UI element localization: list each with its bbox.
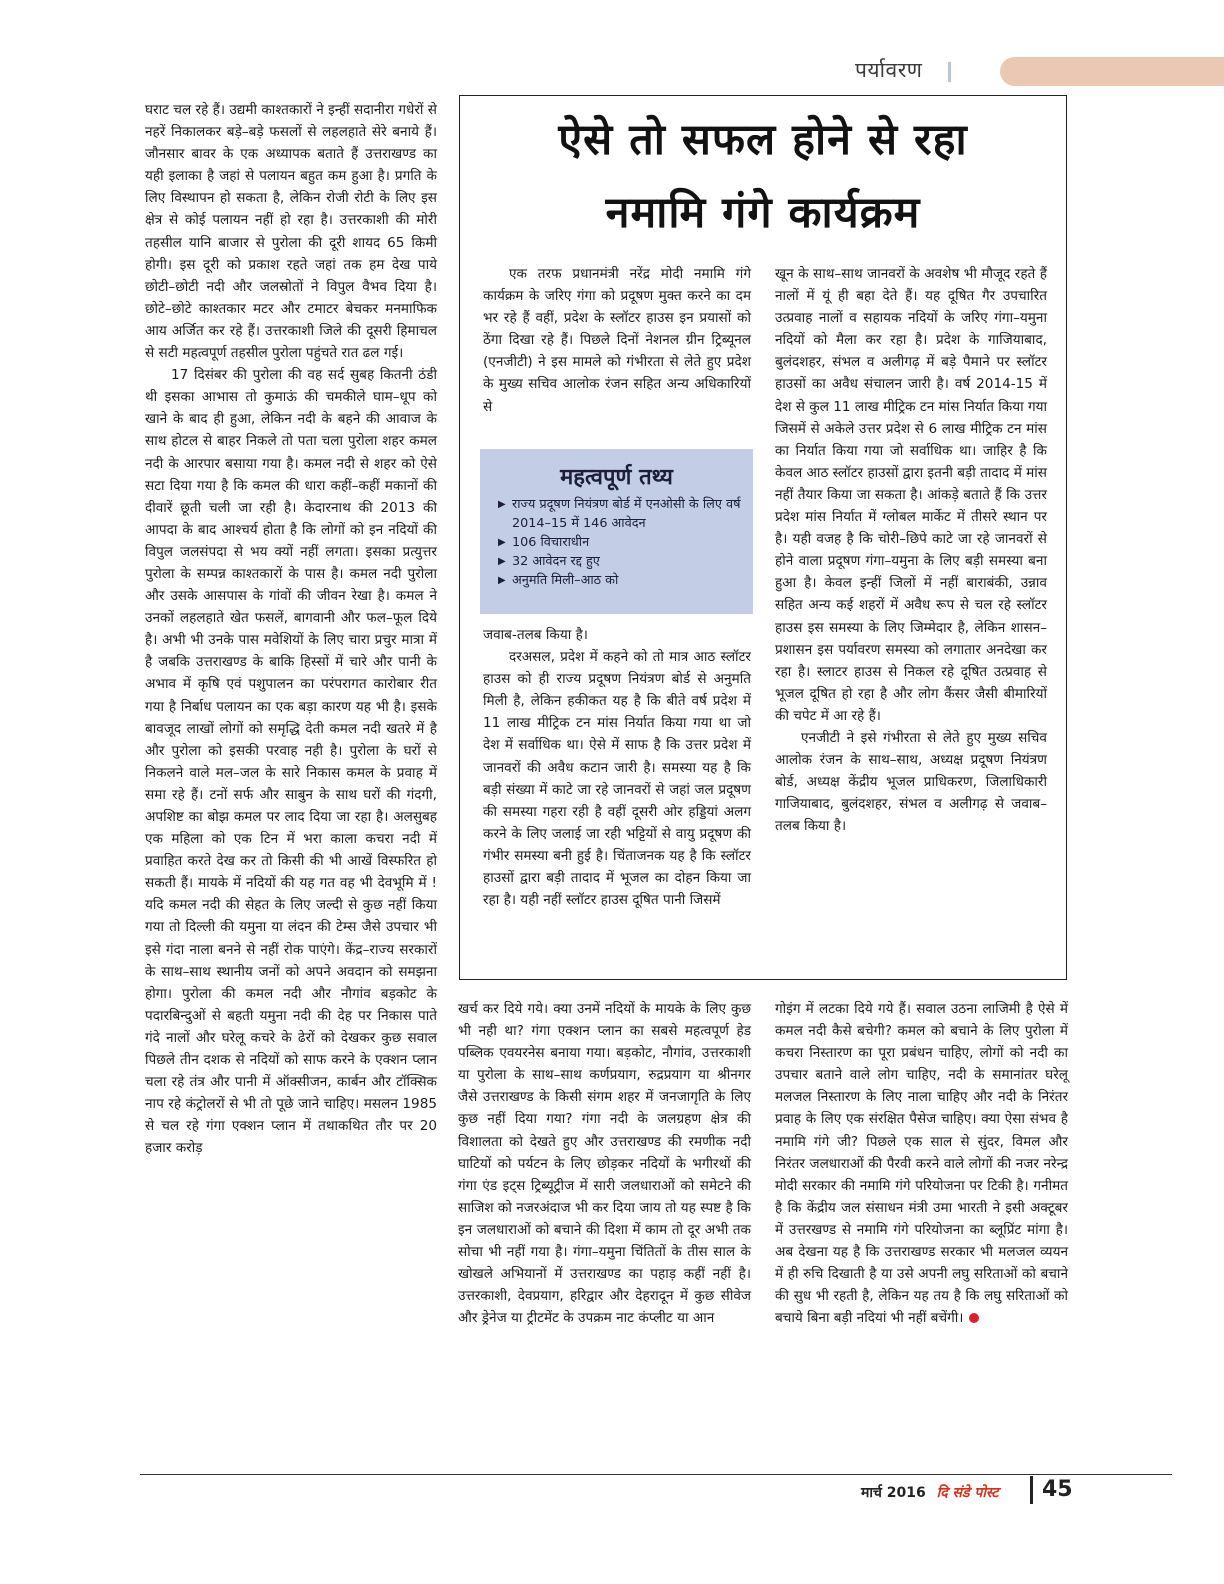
triangle-right-icon: ▶ xyxy=(498,537,506,548)
headline-line-1: ऐसे तो सफल होने से रहा xyxy=(558,115,968,165)
box-column-left-top xyxy=(483,263,751,418)
magazine-logo: दि संडे पोस्ट xyxy=(936,1485,999,1501)
box-column-left-bottom xyxy=(483,624,751,911)
fact-box xyxy=(480,449,753,614)
fact-list xyxy=(480,495,753,590)
headline xyxy=(459,104,1067,250)
paragraph xyxy=(775,998,1068,1329)
footer-rule xyxy=(140,1474,1172,1475)
paragraph: एक तरफ प्रधानमंत्री नरेंद्र मोदी नमामि गंगे कार्यक्रम के जरिए गंगा को प्रदूषण मुक्त करने का दम भर रहे हैं वहीं, प्रदेश के स्लॉटर हाउस इन प्रयासों को ठेंगा दिखा रहे हैं। पिछले दिनों नेशनल ग्रीन ट्रिब्यूनल (एनजीटी) ने इस मामले को गंभीरता से लेते हुए प्रदेश के मुख्य सचिव आलोक रंजन सहित अन्य अधिकारियों से xyxy=(483,266,751,415)
fact-item: ▶ 106 विचाराधीन xyxy=(498,535,590,550)
article-column-4 xyxy=(458,998,751,1329)
box-column-right xyxy=(775,263,1047,837)
paragraph: 17 दिसंबर की पुरोला की वह सर्द सुबह कितनी ठंडी थी इसका आभास तो कुमाऊं की चमकीले घाम–धूप को खाने के बाद ही हुआ, लेकिन नदी के बहने की आवाज के साथ होटल से बाहर निकले तो पता चला पुरोला शहर कमल नदी के आरपार बसाया गया है। कमल नदी से शहर को ऐसे सटा दिया गया है कि कमल की धारा कहीं–कहीं मकानों की दीवारें छूती चली जा रही है। केदारनाथ की 2013 की आपदा के बाद आश्चर्य होता है कि लोगों को इन नदियों की विपुल जलसंपदा से भय क्यों नहीं लगता। इसका प्रत्युत्तर पुरोला के सम्पन्न काश्तकारों के पास है। कमल नदी पुरोला और उसके आसपास के गांवों की जीवन रेखा है। कमल ने उनकों लहलहाते खेत फसलें, बागवानी और फल–फूल दिये है। अभी भी उनके पास मवेशियों के लिए चारा प्रचुर मात्रा में है जबकि उत्तराखण्ड के बाकि हिस्सों में चारे और पानी के अभाव में कृषि एवं पशुपालन का परंपरागत कारोबार रीत गया है निर्बाध पलायन का एक बड़ा कारण यह भी है। इसके बावजूद लाखों लोगों को समृद्धि देती कमल नदी खतरे में है और पुरोला को इसकी परवाह नही है। पुरोला के घरों से निकलने वाले मल–जल के सारे निकास कमल के प्रवाह में समा रहे हैं। टनों सर्फ और साबुन के साथ घरों की गंदगी, अपशिष्ट का बोझ कमल पर लाद दिया जा रहा है। अलसुबह एक महिला को एक टिन में भरा काला कचरा नदी में प्रवाहित करते देख कर तो किसी की भी आखें विस्फरित हो सकती हैं। मायके में नदियों की यह गत वह भी देवभूमि में ! यदि कमल नदी की सेहत के लिए जल्दी से कुछ नहीं किया गया तो दिल्ली की यमुना या लंदन की टेम्स जैसे उपचार भी इसे गंदा नाला बनने से नहीं रोक पाएंगे। केंद्र–राज्य सरकारों के साथ–साथ स्थानीय जनों को अपने अवदान को समझना होगा। पुरोला की कमल नदी और नौगांव बड़कोट के पदारबिन्दुओं से बहती यमुना नदी की देह पर निकास पाते गंदे नालों और घरेलू कचरे के ढेरों को देखकर कुछ सवाल पिछले तीन दशक से नदियों को साफ करने के एक्शन प्लान चला रहे तंत्र और पानी में ऑक्सीजन, कार्बन और टॉक्सिक नाप रहे कंट्रोलरों से भी तो पूछे जाने चाहिए। मसलन 1985 से चल रहे गंगा एक्शन प्लान में तथाकथित तौर पर 20 हजार करोड़ xyxy=(145,367,437,1157)
paragraph: खर्च कर दिये गये। क्या उनमें नदियों के मायके के लिए कुछ भी नही था? गंगा एक्शन प्लान का सबसे महत्वपूर्ण हेड पब्लिक एवयरनेस बनाया गया। बड़कोट, नौगांव, उत्तरकाशी या पुरोला के साथ–साथ कर्णप्रयाग, रुद्रप्रयाग या श्रीनगर जैसे उत्तराखण्ड के किसी संगम शहर में जनजागृति के लिए कुछ नहीं दिया गया? गंगा नदी के जलग्रहण क्षेत्र की विशालता को देखते हुए और उत्तराखण्ड की रमणीक नदी घाटियों को पर्यटन के लिए छोड़कर नदियों के भगीरथों की गंगा एंड इट्स ट्रिब्यूट्रीज में सारी जलधाराओं को समेटने की साजिश को नजरअंदाज भी कर दिया जाय तो यह स्पष्ट है कि इन जलधाराओं को बचाने की दिशा में काम तो दूर अभी तक सोचा भी नहीं गया है। गंगा–यमुना चिंतितों के तीस साल के खोखले अभियानों में उत्तराखण्ड का पहाड़ कहीं नहीं है। उत्तरकाशी, देवप्रयाग, हरिद्वार और देहरादून में कुछ सीवेज और ड्रेनेज या ट्रीटमेंट के उपक्रम नाट कंप्लीट या आन xyxy=(458,1001,751,1327)
paragraph: एनजीटी ने इसे गंभीरता से लेते हुए मुख्य सचिव आलोक रंजन के साथ–साथ, अध्यक्ष प्रदूषण नियंत्रण बोर्ड, अध्यक्ष केंद्रीय भूजल प्राधिकरण, जिलाधिकारी गाजियाबाद, बुलंदशहर, संभल व अलीगढ़ से जवाब–तलब किया है। xyxy=(775,729,1047,835)
section-accent-pill xyxy=(1000,57,1224,86)
fact-item: ▶ राज्य प्रदूषण नियंत्रण बोर्ड में एनओसी के लिए वर्ष 2014–15 में 146 आवेदन xyxy=(498,497,741,531)
headline-line-2: नमामि गंगे कार्यक्रम xyxy=(605,188,921,238)
end-of-article-dot-icon xyxy=(969,1313,979,1323)
triangle-right-icon: ▶ xyxy=(498,499,506,510)
page-number: 45 xyxy=(1042,1477,1073,1502)
fact-box-title: महत्वपूर्ण तथ्य xyxy=(560,465,673,490)
triangle-right-icon: ▶ xyxy=(498,556,506,567)
footer-info xyxy=(861,1483,998,1502)
fact-item: ▶ अनुमति मिली–आठ को xyxy=(498,573,619,588)
fact-item: ▶ 32 आवेदन रद्द हुए xyxy=(498,554,600,569)
footer-separator xyxy=(1030,1476,1033,1504)
paragraph: जवाब-तलब किया है। xyxy=(483,627,588,643)
paragraph: खून के साथ–साथ जानवरों के अवशेष भी मौजूद रहते हैं नालों में यूं ही बहा देते हैं। यह दूषित गैर उपचारित उत्प्रवाह नालों व सहायक नदियों के जरिए गंगा–यमुना नदियों को मैला कर रहा है। प्रदेश के गाजियाबाद, बुलंदशहर, संभल व अलीगढ़ में बड़े पैमाने पर स्लॉटर हाउसों का अवैध संचालन जारी है। वर्ष 2014-15 में देश से कुल 11 लाख मीट्रिक टन मांस निर्यात किया गया जिसमें से अकेले उत्तर प्रदेश से 6 लाख मीट्रिक टन मांस का निर्यात किया गया जो सर्वाधिक था। जाहिर है कि केवल आठ स्लॉटर हाउसों द्वारा इतनी बड़ी तादाद में मांस नहीं तैयार किया जा सकता है। आंकड़े बताते हैं कि उत्तर प्रदेश मांस निर्यात में ग्लोबल मार्केट में तीसरे स्थान पर है। यही वजह है कि चोरी–छिपे काटे जा रहे जानवरों से होने वाला प्रदूषण गंगा–यमुना के लिए बड़ी समस्या बना हुआ है। केवल इन्हीं जिलों में नहीं बाराबंकी, उन्नाव सहित अन्य कई शहरों में अवैध रूप से चल रहे स्लॉटर हाउस इस समस्या के लिए जिम्मेदार है, लेकिन शासन–प्रशासन इस पर्यावरण समस्या को लगातार अनदेखा कर रहा है। स्लाटर हाउस से निकल रहे दूषित उत्प्रवाह से भूजल दूषित हो रहा है और लोग कैंसर जैसी बीमारियों की चपेट में आ रहे हैं। xyxy=(775,266,1048,724)
paragraph: घराट चल रहे हैं। उद्यमी काश्तकारों ने इन्हीं सदानीरा गधेरों से नहरें निकालकर बड़े–बड़े फसलों से लहलहाते सेरे बनाये हैं। जौनसार बावर के एक अध्यापक बताते हैं उत्तराखण्ड का यही इलाका है जहां से पलायन बहुत कम हुआ है। प्रगति के लिए विस्थापन हो सकता है, लेकिन रोजी रोटी के लिए इस क्षेत्र से कोई पलायन नहीं हो रहा है। उत्तरकाशी की मोरी तहसील यानि बाजार से पुरोला की दूरी शायद 65 किमी होगी। इस दूरी को प्रकाश रहते जहां तक हम देख पाये छोटी–छोटी नदी और जलस्रोतों ने विपुल वैभव दिया है। छोटे–छोटे काश्तकार मटर और टमाटर बेचकर मनमाफिक आय अर्जित कर रहे हैं। उत्तरकाशी जिले की दूसरी हिमाचल से सटी महत्वपूर्ण तहसील पुरोला पहुंचते रात ढल गई। xyxy=(145,102,437,362)
triangle-right-icon: ▶ xyxy=(498,575,506,586)
section-label: पर्यावरण xyxy=(855,58,923,82)
closing-paragraph-text: गोइंग में लटका दिये गये हैं। सवाल उठना लाजिमी है ऐसे में कमल नदी कैसे बचेगी? कमल को बचाने के लिए पुरोला में कचरा निस्तारण का पूरा प्रबंधन चाहिए, लोगों को नदी का उपचार बताने वाले लोग चाहिए, नदी के समानांतर घरेलू मलजल निस्तारण के लिए नाला चाहिए और नदी के निरंतर प्रवाह के लिए एक संरक्षित पैसेज चाहिए। क्या ऐसा संभव है नमामि गंगे जी? पिछले एक साल से सुंदर, विमल और निरंतर जलधाराओं की पैरवी करने वाले लोगों की नजर नरेन्द्र मोदी सरकार की नमामि गंगे परियोजना पर टिकी है। गनीमत है कि केंद्रीय जल संसाधन मंत्री उमा भारती ने इसी अक्टूबर में उत्तरखण्ड से नमामि गंगे परियोजना का ब्लूप्रिंट मांगा है। अब देखना यह है कि उत्तराखण्ड सरकार भी मलजल व्ययन में ही रुचि दिखाती है या उसे अपनी लघु सरिताओं को बचाने की सुध भी रहती है, लेकिन यह तय है कि लघु सरिताओं को बचाये बिना बड़ी नदियां भी नहीं बचेंगी। xyxy=(775,1001,1068,1327)
issue-date: मार्च 2016 xyxy=(861,1485,926,1501)
paragraph: दरअसल, प्रदेश में कहने को तो मात्र आठ स्लॉटर हाउस को ही राज्य प्रदूषण नियंत्रण बोर्ड से अनुमति मिली है, लेकिन हकीकत यह है कि बीते वर्ष प्रदेश में 11 लाख मीट्रिक टन मांस निर्यात किया गया था जो देश में सर्वाधिक था। ऐसे में साफ है कि उत्तर प्रदेश में जानवरों की अवैध कटान जारी है। समस्या यह है कि बड़ी संख्या में काटे जा रहे जानवरों से जहां जल प्रदूषण की समस्या गहरा रही है वहीं दूसरी ओर हड्डियां अलग करने के लिए जलाई जा रही भट्टियों से वायु प्रदूषण की गंभीर समस्या बनी हुई है। चिंताजनक यह है कि स्लॉटर हाउसों द्वारा बड़ी तादाद में भूजल का दोहन किया जा रहा है। यही नहीं स्लॉटर हाउस दूषित पानी जिसमें xyxy=(483,649,751,909)
article-column-1 xyxy=(145,99,437,1160)
article-column-5 xyxy=(775,998,1068,1329)
section-divider xyxy=(948,62,951,82)
